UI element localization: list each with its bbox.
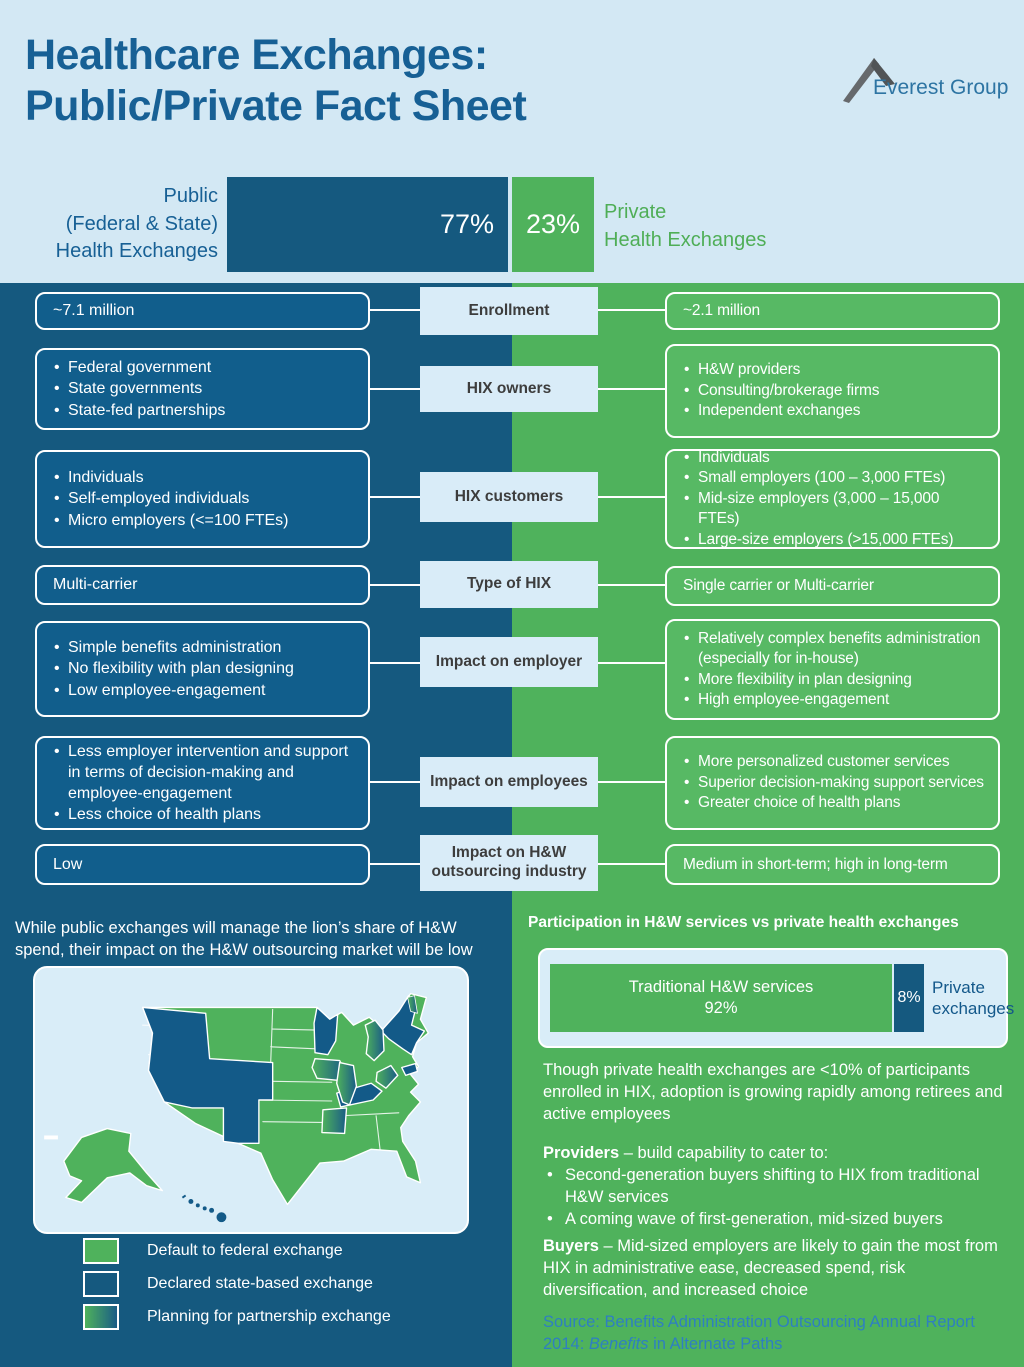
private-exchanges-label-line: exchanges: [932, 999, 1015, 1019]
row-label-hix-owners: [420, 366, 598, 412]
map-region-alaska: [64, 1129, 163, 1203]
private-bar-segment: [512, 177, 594, 272]
list-item: • Relatively complex benefits administration (especially for in-house): [683, 629, 984, 670]
connector-line: [598, 388, 665, 390]
row-label-text: HIX owners: [466, 379, 552, 397]
row-label-impact-employees: [420, 757, 598, 807]
private-outsourcing-value: Medium in short-term; high in long-term: [683, 855, 948, 873]
source-line-1: Source: Benefits Administration Outsourcing Annual Report: [543, 1313, 975, 1331]
public-enrollment-value: ~7.1 million: [53, 302, 135, 319]
us-map: [35, 968, 467, 1232]
connector-line: [598, 781, 665, 783]
public-bar-label: [0, 183, 218, 266]
row-label-type-of-hix: [420, 561, 598, 608]
list-item: • Simple benefits administration: [53, 637, 354, 658]
list-item: • Self-employed individuals: [53, 488, 354, 509]
traditional-hw-label: Traditional H&W services: [628, 977, 814, 996]
list-item: • Consulting/brokerage firms: [683, 381, 984, 401]
legend-item-state-based: [83, 1271, 373, 1297]
legend-label: Default to federal exchange: [147, 1242, 343, 1259]
connector-line: [370, 496, 420, 498]
private-impact-outsourcing-box: [665, 844, 1000, 885]
us-map-panel: [33, 966, 469, 1234]
private-exchanges-bar: [894, 964, 924, 1032]
map-region-partnership-ar: [322, 1108, 347, 1134]
buyers-rest: – Mid-sized employers are likely to gain the most from HIX in administrative ease, decreased spend, risk diversification, and increased choice: [543, 1237, 998, 1299]
legend-item-partnership: [83, 1304, 391, 1330]
connector-line: [370, 388, 420, 390]
traditional-hw-value: 92%: [704, 999, 738, 1017]
connector-line: [370, 781, 420, 783]
public-hix-customers-box: [35, 450, 370, 548]
row-label-text: HIX customers: [454, 487, 564, 505]
connector-line: [370, 863, 420, 865]
legend-swatch-blue: [83, 1271, 119, 1297]
row-label-text: Impact on employees: [430, 772, 588, 790]
row-label-text: Enrollment: [468, 301, 550, 319]
page-title: [25, 30, 526, 131]
public-label-line: (Federal & State): [65, 212, 218, 235]
private-enrollment-box: [665, 292, 1000, 330]
private-label-line: Private: [604, 201, 667, 223]
source-line-2-prefix: 2014:: [543, 1334, 589, 1353]
connector-line: [598, 584, 665, 586]
connector-line: [598, 309, 665, 311]
legend-label: Planning for partnership exchange: [147, 1308, 391, 1325]
adoption-note-text: Though private health exchanges are <10% of participants enrolled in HIX, adoption is growing rapidly among retirees and active employees: [543, 1061, 1003, 1123]
list-item: • More personalized customer services: [683, 752, 984, 772]
providers-title: Providers: [543, 1144, 620, 1162]
public-enrollment-box: [35, 292, 370, 330]
public-impact-note: [15, 918, 500, 962]
title-line-1: Healthcare Exchanges:: [25, 31, 488, 79]
list-item: • More flexibility in plan designing: [683, 670, 984, 690]
list-item: • H&W providers: [683, 360, 984, 380]
public-bar-value: 77%: [439, 209, 494, 239]
public-impact-employer-box: [35, 621, 370, 717]
participation-heading: [528, 914, 998, 932]
row-label-text: Type of HIX: [466, 575, 552, 593]
row-label-impact-employer: [420, 637, 598, 687]
public-type-box: [35, 565, 370, 605]
map-region-hawaii: [182, 1195, 227, 1223]
everest-group-logo: [843, 50, 1013, 110]
buyers-block: [543, 1236, 1008, 1302]
list-item: • Independent exchanges: [683, 401, 984, 421]
private-exchanges-label-line: Private: [932, 978, 985, 997]
public-bar-segment: [227, 177, 508, 272]
list-item: • Less choice of health plans: [53, 804, 354, 825]
providers-block: [543, 1143, 1008, 1231]
private-type-value: Single carrier or Multi-carrier: [683, 577, 874, 594]
participation-chart-panel: [538, 948, 1015, 1048]
private-impact-employer-box: [665, 619, 1000, 720]
public-outsourcing-value: Low: [53, 855, 83, 873]
map-inset-dash: [44, 1135, 58, 1139]
public-label-line: Public: [163, 185, 218, 207]
public-impact-note-text: While public exchanges will manage the lion’s share of H&W spend, their impact on the H&W outsourcing market will be low: [15, 919, 473, 959]
list-item: • No flexibility with plan designing: [53, 658, 354, 679]
row-label-hix-customers: [420, 472, 598, 522]
legend-swatch-gradient: [83, 1304, 119, 1330]
connector-line: [370, 584, 420, 586]
logo-text: Everest Group: [873, 76, 1009, 99]
list-item: • State governments: [53, 378, 354, 399]
list-item: • State-fed partnerships: [53, 400, 354, 421]
source-note: [543, 1312, 1008, 1356]
private-exchanges-label: [932, 977, 1014, 1020]
connector-line: [598, 863, 665, 865]
row-label-text: Impact on employer: [435, 652, 583, 670]
traditional-hw-bar: [550, 964, 892, 1032]
list-item: • Large-size employers (>15,000 FTEs): [683, 530, 984, 550]
row-label-enrollment: [420, 287, 598, 335]
private-hix-customers-box: [665, 449, 1000, 549]
list-item: • Individuals: [683, 448, 984, 468]
list-item: • Small employers (100 – 3,000 FTEs): [683, 468, 984, 488]
list-item: • High employee-engagement: [683, 690, 984, 710]
public-type-value: Multi-carrier: [53, 576, 138, 593]
list-item: • Individuals: [53, 467, 354, 488]
private-label-line: Health Exchanges: [604, 228, 767, 251]
legend-swatch-green: [83, 1238, 119, 1264]
list-item: • Federal government: [53, 357, 354, 378]
private-enrollment-value: ~2.1 million: [683, 302, 761, 319]
list-item: • Greater choice of health plans: [683, 793, 984, 813]
buyers-title: Buyers: [543, 1237, 599, 1255]
private-impact-employees-box: [665, 736, 1000, 830]
private-bar-value: 23%: [525, 209, 581, 239]
title-line-2: Public/Private Fact Sheet: [25, 81, 527, 130]
list-item: • Mid-size employers (3,000 – 15,000 FTEs): [683, 489, 984, 530]
connector-line: [370, 662, 420, 664]
connector-line: [370, 309, 420, 311]
public-impact-employees-box: [35, 736, 370, 830]
list-item: • Micro employers (<=100 FTEs): [53, 510, 354, 531]
adoption-note: [543, 1060, 1008, 1126]
public-impact-outsourcing-box: [35, 844, 370, 885]
private-type-box: [665, 566, 1000, 606]
private-bar-label: [604, 199, 766, 254]
legend-item-federal: [83, 1238, 343, 1264]
public-label-line: Health Exchanges: [55, 240, 218, 263]
source-line-2-suffix: in Alternate Paths: [648, 1334, 783, 1353]
list-item: • Superior decision-making support services: [683, 773, 984, 793]
providers-bullet: • A coming wave of first-generation, mid-sized buyers: [543, 1209, 1008, 1231]
list-item: • Low employee-engagement: [53, 680, 354, 701]
private-exchanges-value: 8%: [897, 989, 921, 1006]
source-line-2-italic: Benefits: [588, 1334, 649, 1353]
connector-line: [598, 662, 665, 664]
row-label-impact-outsourcing: [420, 835, 598, 891]
legend-label: Declared state-based exchange: [147, 1275, 373, 1292]
private-hix-owners-box: [665, 344, 1000, 438]
row-label-text: Impact on H&W outsourcing industry: [431, 844, 587, 880]
list-item: • Less employer intervention and support in terms of decision-making and employee-engagement: [53, 741, 354, 804]
providers-bullet: • Second-generation buyers shifting to HIX from traditional H&W services: [543, 1165, 1008, 1209]
public-hix-owners-box: [35, 348, 370, 430]
providers-rest: – build capability to cater to:: [619, 1144, 829, 1162]
connector-line: [598, 496, 665, 498]
participation-heading-text: Participation in H&W services vs private health exchanges: [528, 914, 959, 931]
providers-title-line: [543, 1143, 1008, 1165]
